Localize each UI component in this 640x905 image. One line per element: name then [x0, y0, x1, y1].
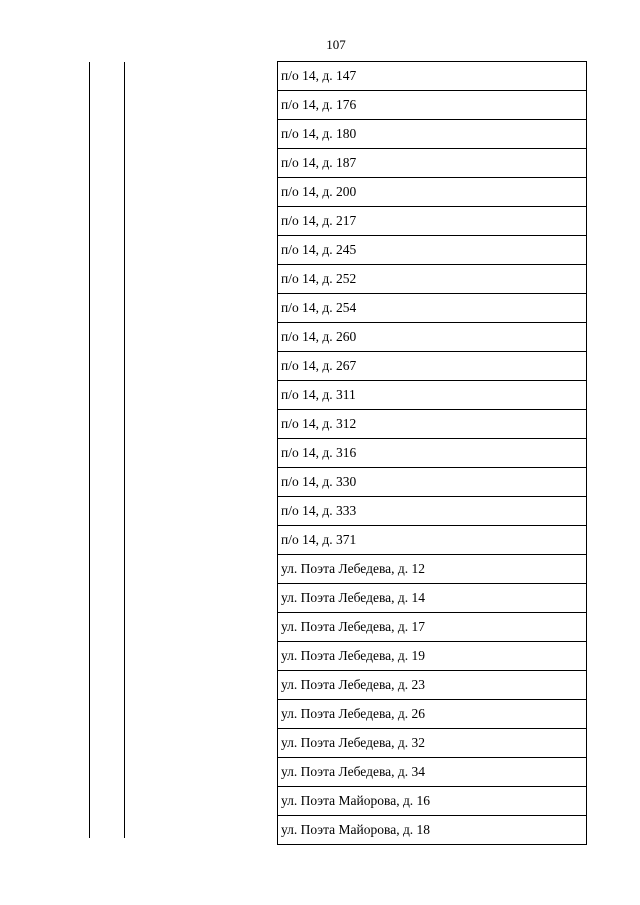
table-row	[278, 816, 587, 845]
address-cell: п/о 14, д. 312	[278, 410, 587, 439]
table-row	[278, 468, 587, 497]
table-row	[278, 758, 587, 787]
table-row	[278, 787, 587, 816]
table-row	[278, 120, 587, 149]
table-row	[278, 526, 587, 555]
address-cell: п/о 14, д. 260	[278, 323, 587, 352]
table-column-divider-line	[124, 62, 125, 838]
table-row	[278, 439, 587, 468]
address-cell: ул. Поэта Майорова, д. 16	[278, 787, 587, 816]
table-row	[278, 555, 587, 584]
table-row	[278, 584, 587, 613]
address-cell: п/о 14, д. 267	[278, 352, 587, 381]
address-cell: ул. Поэта Лебедева, д. 23	[278, 671, 587, 700]
table-row	[278, 62, 587, 91]
address-cell: п/о 14, д. 371	[278, 526, 587, 555]
address-cell: ул. Поэта Лебедева, д. 34	[278, 758, 587, 787]
address-cell: ул. Поэта Лебедева, д. 32	[278, 729, 587, 758]
table-row	[278, 671, 587, 700]
table-left-border-line	[89, 62, 90, 838]
table-row	[278, 729, 587, 758]
address-cell: п/о 14, д. 245	[278, 236, 587, 265]
address-cell: п/о 14, д. 254	[278, 294, 587, 323]
table-row	[278, 149, 587, 178]
table-row	[278, 265, 587, 294]
table-row	[278, 642, 587, 671]
address-cell: ул. Поэта Лебедева, д. 26	[278, 700, 587, 729]
table-row	[278, 613, 587, 642]
table-row	[278, 352, 587, 381]
address-cell: ул. Поэта Лебедева, д. 12	[278, 555, 587, 584]
address-cell: п/о 14, д. 252	[278, 265, 587, 294]
table-row	[278, 381, 587, 410]
address-cell: п/о 14, д. 147	[278, 62, 587, 91]
address-cell: ул. Поэта Лебедева, д. 19	[278, 642, 587, 671]
table-row	[278, 410, 587, 439]
address-cell: ул. Поэта Майорова, д. 18	[278, 816, 587, 845]
table-row	[278, 91, 587, 120]
table-row	[278, 207, 587, 236]
address-cell: п/о 14, д. 333	[278, 497, 587, 526]
table-row	[278, 294, 587, 323]
address-cell: п/о 14, д. 187	[278, 149, 587, 178]
table-row	[278, 236, 587, 265]
address-cell: п/о 14, д. 200	[278, 178, 587, 207]
address-cell: п/о 14, д. 316	[278, 439, 587, 468]
page-number: 107	[326, 37, 346, 52]
address-table	[277, 61, 587, 845]
address-cell: п/о 14, д. 176	[278, 91, 587, 120]
address-cell: ул. Поэта Лебедева, д. 17	[278, 613, 587, 642]
address-cell: п/о 14, д. 330	[278, 468, 587, 497]
table-row	[278, 700, 587, 729]
address-cell: ул. Поэта Лебедева, д. 14	[278, 584, 587, 613]
table-row	[278, 497, 587, 526]
table-row	[278, 178, 587, 207]
address-cell: п/о 14, д. 217	[278, 207, 587, 236]
address-table-body	[278, 62, 587, 845]
address-cell: п/о 14, д. 180	[278, 120, 587, 149]
address-cell: п/о 14, д. 311	[278, 381, 587, 410]
table-row	[278, 323, 587, 352]
